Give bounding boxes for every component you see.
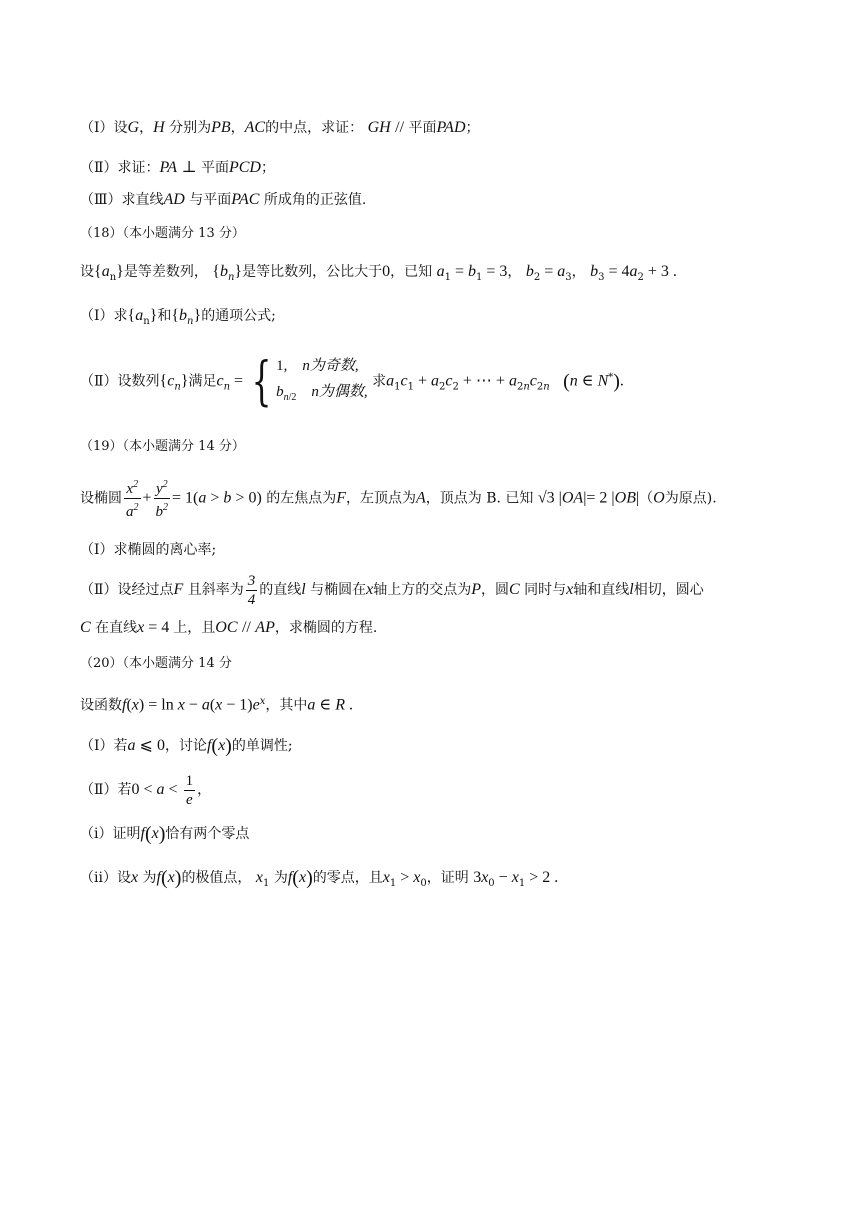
q20-subpart-1: （i）证明f(x)恰有两个零点 (80, 823, 250, 845)
q18-part-1: （Ⅰ）求$\{a_n\}$和$\{b_n\}$的通项公式; (80, 307, 276, 327)
q17-part-3: （Ⅲ）求直线AD 与平面PAC 所成角的正弦值. (80, 191, 367, 208)
left-brace-icon: { (251, 351, 272, 412)
q20-header: （20）（本小题满分 14 分 (80, 656, 232, 671)
q18-part-2: （Ⅱ）设数列$\{c_n\}$满足$c_n$ = { 1, n为奇数, $b_{n/2}$ n为偶数, 求$a_1c_1 + a_2c_2$ + ⋯ + $a_{2n}c_{2n}$ (n ∈ N*). (80, 351, 624, 412)
q18-intro: 设$\{a_n\}$是等差数列， $\{b_n\}$是等比数列，公比大于0，已知 $a_1 = b_1 = 3$， $b_2 = a_3$， $b_3 = 4a_2 + 3$ . (80, 263, 677, 283)
q19-part-2-cont: C 在直线x = 4 上，且OC // AP，求椭圆的方程. (80, 619, 378, 636)
q18-header: （18）（本小题满分 13 分） (80, 226, 245, 241)
q19-intro: 设椭圆 $\frac{x^2}{a^2}$ + $\frac{y^2}{b^2}$ = 1(a > b > 0) 的左焦点为F，左顶点为A，顶点为 B. 已知 √3 |OA|= 2 |OB|（O为原点). (80, 476, 717, 521)
q20-part-2: （Ⅱ）若0 < a < $\frac{1}{e}$ ， (80, 772, 212, 808)
q17-part-2: （Ⅱ）求证：PA ⊥ 平面PCD； (80, 159, 275, 176)
q19-part-1: （Ⅰ）求椭圆的离心率; (80, 542, 217, 558)
q19-header: （19）（本小题满分 14 分） (80, 439, 245, 454)
q17-part-1: （Ⅰ）设G，H 分别为PB，AC的中点，求证： GH // 平面PAD； (80, 119, 480, 136)
q20-subpart-2: （ii）设x 为f(x)的极值点， $x_1$ 为f(x)的零点，且$x_1 > x_0$，证明 $3x_0 - x_1 > 2$ . (80, 867, 559, 889)
q20-part-1: （Ⅰ）若a ⩽ 0，讨论f(x)的单调性; (80, 735, 293, 757)
q19-part-2: （Ⅱ）设经过点F 且斜率为 $\frac{3}{4}$ 的直线l 与椭圆在x轴上方的交点为P，圆C 同时与x轴和直线l相切，圆心 (80, 572, 704, 608)
piecewise-cases: 1, n为奇数, $b_{n/2}$ n为偶数, (276, 357, 368, 403)
q20-intro: 设函数$f(x) = \ln x - a(x - 1)e^x$，其中a ∈ R . (80, 696, 353, 714)
